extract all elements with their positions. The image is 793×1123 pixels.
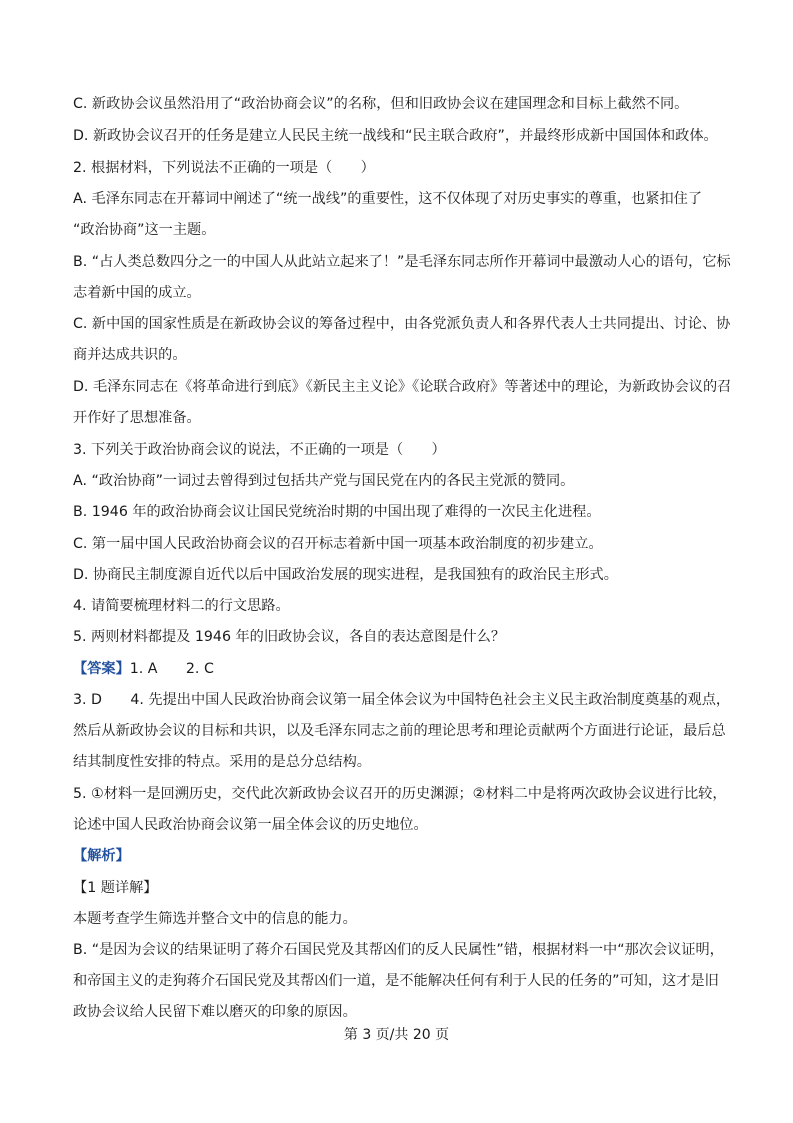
analysis-tag: 【解析】 (73, 848, 130, 864)
answer-tag: 【答案】 (73, 661, 130, 677)
option-b-q3: B. 1946 年的政治协商会议让国民党统治时期的中国出现了难得的一次民主化进程。 (73, 504, 601, 520)
option-c-q1: C. 新政协会议虽然沿用了“政治协商会议”的名称，但和旧政协会议在建国理念和目标上截然不同。 (73, 96, 689, 112)
option-b-q2-line2: 志着新中国的成立。 (73, 285, 201, 301)
option-c-q3: C. 第一届中国人民政治协商会议的召开标志着新中国一项基本政治制度的初步建立。 (73, 536, 603, 552)
option-c-q2-line1: C. 新中国的国家性质是在新政协会议的筹备过程中，由各党派负责人和各界代表人士共同提出、讨论、协 (73, 316, 731, 332)
answer-q1-q2: 1. A 2. C (129, 661, 214, 677)
option-d-q2-line1: D. 毛泽东同志在《将革命进行到底》《新民主主义论》《论联合政府》等著述中的理论，为新政协会议的召 (73, 379, 732, 395)
analysis-tag-line (73, 846, 733, 866)
option-d-q1: D. 新政协会议召开的任务是建立人民民主统一战线和“民主联合政府”，并最终形成新中国国体和政体。 (73, 128, 718, 144)
analysis-line: 和帝国主义的走狗蒋介石国民党及其帮凶们一道，是不能解决任何有利于人民的任务的”可知，这才是旧 (73, 973, 719, 989)
option-a-q2-line1: A. 毛泽东同志在开幕词中阐述了“统一战线”的重要性，这不仅体现了对历史事实的尊重，也紧扣住了 (73, 191, 703, 207)
option-a-q2-line2: “政治协商”这一主题。 (73, 222, 216, 238)
analysis-subtag: 【1 题详解】 (73, 880, 158, 896)
answer-line: 论述中国人民政治协商会议第一届全体会议的历史地位。 (73, 817, 428, 833)
analysis-line: 政协会议给人民留下难以磨灭的印象的原因。 (73, 1004, 357, 1020)
question-3: 3. 下列关于政治协商会议的说法，不正确的一项是（ ） (73, 442, 446, 458)
option-c-q2-line2: 商并达成共识的。 (73, 347, 187, 363)
option-d-q2-line2: 开作好了思想准备。 (73, 410, 201, 426)
answer-line: 3. D 4. 先提出中国人民政治协商会议第一届全体会议为中国特色社会主义民主政治制度奠基的观点， (73, 692, 731, 708)
question-2: 2. 根据材料，下列说法不正确的一项是（ ） (73, 160, 375, 176)
option-b-q2-line1: B. “占人类总数四分之一的中国人从此站立起来了！”是毛泽东同志所作开幕词中最激动人心的语句，它标 (73, 254, 731, 270)
analysis-line: 本题考查学生筛选并整合文中的信息的能力。 (73, 911, 357, 927)
question-4: 4. 请简要梳理材料二的行文思路。 (73, 598, 290, 614)
answer-line: 结其制度性安排的特点。采用的是总分总结构。 (73, 754, 371, 770)
analysis-line: B. “是因为会议的结果证明了蒋介石国民党及其帮凶们的反人民属性”错，根据材料一中“那次会议证明， (73, 942, 724, 958)
question-5: 5. 两则材料都提及 1946 年的旧政协会议，各自的表达意图是什么？ (73, 629, 506, 645)
page-number-footer: 第 3 页/共 20 页 (343, 1027, 450, 1043)
answer-first-line (73, 659, 733, 679)
option-a-q3: A. “政治协商”一词过去曾得到过包括共产党与国民党在内的各民主党派的赞同。 (73, 473, 575, 489)
option-d-q3: D. 协商民主制度源自近代以后中国政治发展的现实进程，是我国独有的政治民主形式。 (73, 567, 618, 583)
answer-line: 5. ①材料一是回溯历史，交代此次新政协会议召开的历史渊源；②材料二中是将两次政协会议进行比较， (73, 786, 727, 802)
answer-line: 然后从新政协会议的目标和共识，以及毛泽东同志之前的理论思考和理论贡献两个方面进行论证，最后总 (73, 723, 726, 739)
